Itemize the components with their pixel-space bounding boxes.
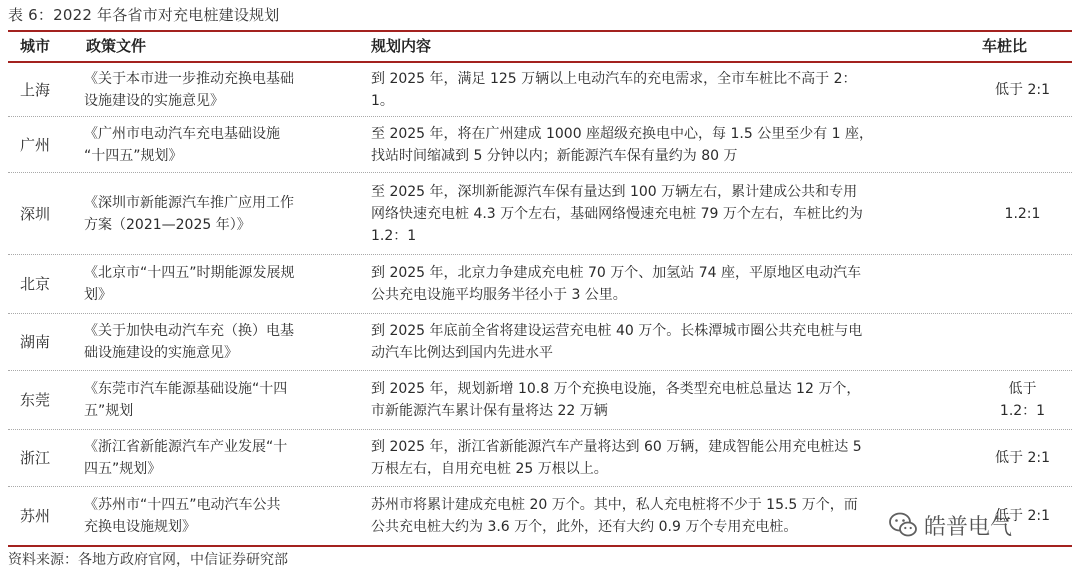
ratio-text: 低于 1.2：1: [999, 381, 1046, 419]
table-row: [8, 430, 1072, 487]
city-cell: 广州: [20, 135, 51, 154]
policy-text: 《广州市电动汽车充电基础设施 “十四五”规划》: [84, 125, 280, 164]
plan-text: 到 2025 年，规划新增 10.8 万个充换电设施，各类型充电桩总量达 12 万个， 市新能源汽车累计保有量将达 22 万辆: [371, 381, 861, 419]
city-cell: 东莞: [20, 391, 51, 409]
policy-cell: [84, 487, 369, 544]
ratio-cell: [973, 255, 1072, 313]
watermark-text: 皓普电气: [924, 514, 1013, 540]
table-row: [8, 173, 1072, 255]
policy-cell: [84, 430, 369, 486]
city-cell: 上海: [20, 80, 51, 99]
policy-cell: [84, 63, 369, 116]
policy-text: 《浙江省新能源汽车产业发展“十 四五”规划》: [84, 439, 288, 477]
plan-text: 到 2025 年底前全省将建设运营充电桩 40 万个。长株潭城市圈公共充电桩与电 动汽车比例达到国内先进水平: [371, 323, 863, 361]
policy-cell: [84, 255, 369, 313]
plan-cell: [371, 487, 971, 544]
plan-cell: [371, 430, 971, 486]
policy-cell: [84, 314, 369, 370]
ratio-cell: [973, 371, 1072, 429]
ratio-text: 1.2:1: [1004, 205, 1041, 222]
policy-text: 《关于加快电动汽车充（换）电基 础设施建设的实施意见》: [84, 323, 294, 361]
ratio-cell: [973, 314, 1072, 370]
plan-text: 到 2025 年，北京力争建成充电桩 70 万个、加氢站 74 座，平原地区电动汽车 公共充电设施平均服务半径小于 3 公里。: [371, 265, 861, 303]
plan-text: 至 2025 年，深圳新能源汽车保有量达到 100 万辆左右，累计建成公共和专用 网络快速充电桩 4.3 万个左右，基础网络慢速充电桩 79 万个左右，车桩比约为 1.2：1: [371, 183, 863, 244]
plan-cell: [371, 63, 971, 116]
policy-text: 《关于本市进一步推动充换电基础 设施建设的实施意见》: [84, 70, 294, 109]
header-policy: 政策文件: [86, 37, 147, 55]
header-plan: 规划内容: [371, 37, 432, 55]
source-note: 资料来源：各地方政府官网，中信证券研究部: [8, 552, 288, 568]
table-row: [8, 371, 1072, 430]
policy-cell: [84, 117, 369, 172]
header-city: 城市: [20, 37, 51, 55]
table-top-rule: [8, 30, 1072, 32]
ratio-cell: [973, 430, 1072, 486]
watermark: [888, 508, 1012, 542]
ratio-cell: [973, 117, 1072, 172]
ratio-text: 低于 2:1: [995, 450, 1050, 466]
policy-text: 《苏州市“十四五”电动汽车公共 充换电设施规划》: [84, 496, 281, 535]
plan-cell: [371, 255, 971, 313]
plan-cell: [371, 371, 971, 429]
table-row: [8, 63, 1072, 117]
city-cell: 深圳: [20, 204, 51, 223]
wechat-icon: [888, 511, 918, 539]
plan-cell: [371, 173, 971, 254]
table-row: [8, 314, 1072, 371]
city-cell: 浙江: [20, 449, 51, 467]
plan-cell: [371, 314, 971, 370]
city-cell: 湖南: [20, 333, 51, 351]
plan-cell: [371, 117, 971, 172]
ratio-cell: [973, 63, 1072, 116]
policy-cell: [84, 173, 369, 254]
table-bottom-rule: [8, 545, 1072, 547]
table-caption: 表 6：2022 年各省市对充电桩建设规划: [8, 6, 280, 24]
city-cell: 北京: [20, 275, 51, 293]
plan-text: 到 2025 年，浙江省新能源汽车产量将达到 60 万辆，建成智能公用充电桩达 5 万根左右，自用充电桩 25 万根以上。: [371, 439, 862, 477]
policy-cell: [84, 371, 369, 429]
plan-text: 苏州市将累计建成充电桩 20 万个。其中，私人充电桩将不少于 15.5 万个，而 公共充电桩大约为 3.6 万个，此外，还有大约 0.9 万个专用充电桩。: [371, 496, 858, 535]
policy-text: 《东莞市汽车能源基础设施“十四 五”规划: [84, 381, 288, 419]
ratio-text: 低于 2:1: [995, 507, 1050, 524]
plan-text: 到 2025 年，满足 125 万辆以上电动汽车的充电需求，全市车桩比不高于 2： 1。: [371, 70, 857, 109]
ratio-cell: [973, 173, 1072, 254]
policy-text: 《北京市“十四五”时期能源发展规 划》: [84, 265, 295, 303]
policy-text: 《深圳市新能源汽车推广应用工作 方案（2021—2025 年）》: [84, 194, 294, 233]
table-row: [8, 255, 1072, 314]
table-row: [8, 117, 1072, 173]
plan-text: 至 2025 年，将在广州建成 1000 座超级充换电中心，每 1.5 公里至少有 1 座， 找站时间缩减到 5 分钟以内；新能源汽车保有量约为 80 万: [371, 125, 874, 164]
ratio-text: 低于 2:1: [995, 81, 1050, 98]
city-cell: 苏州: [20, 506, 51, 525]
header-ratio: 车桩比: [982, 37, 1028, 55]
